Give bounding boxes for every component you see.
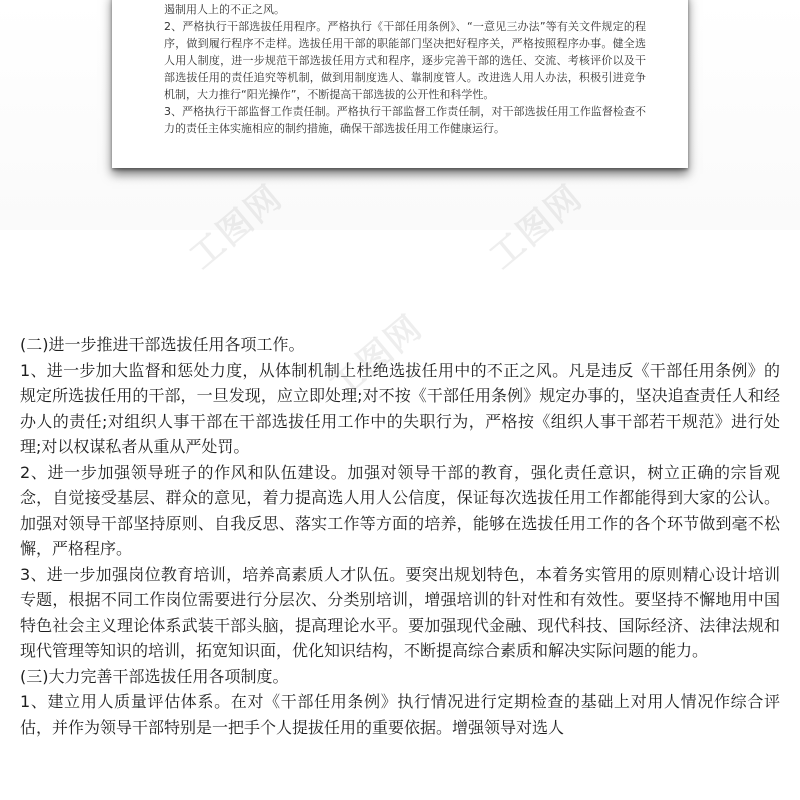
main-document-body	[20, 332, 780, 740]
paragraph-3: 3、进一步加强岗位教育培训，培养高素质人才队伍。要突出规划特色，本着务实管用的原则精心设计培训专题，根据不同工作岗位需要进行分层次、分类别培训，增强培训的针对性和有效性。要坚持不懈地用中国特色社会主义理论体系武装干部头脑，提高理论水平。要加强现代金融、现代科技、国际经济、法律法规和现代管理等知识的培训，拓宽知识面，优化知识结构，不断提高综合素质和解决实际问题的能力。	[20, 564, 780, 660]
document-page-card	[112, 0, 688, 168]
paragraph-2: 2、进一步加强领导班子的作风和队伍建设。加强对领导干部的教育，强化责任意识，树立正确的宗旨观念，自觉接受基层、群众的意见，着力提高选人用人公信度，保证每次选拔任用工作都能得到大家的公认。加强对领导干部坚持原则、自我反思、落实工作等方面的培养，能够在选拔任用工作的各个环节做到毫不松懈，严格程序。	[20, 462, 780, 558]
paragraph-4: 1、建立用人质量评估体系。在对《干部任用条例》执行情况进行定期检查的基础上对用人情况作综合评估，并作为领导干部特别是一把手个人提拔任用的重要依据。增强领导对选人	[20, 692, 780, 737]
card-line: 遏制用人上的不正之风。	[164, 3, 285, 16]
card-paragraph-3: 3、严格执行干部监督工作责任制。严格执行干部监督工作责任制，对干部选拔任用工作监督检查不力的责任主体实施相应的制约措施，确保干部选拔任用工作健康运行。	[164, 105, 646, 135]
card-clipped-line	[164, 0, 646, 1]
section-heading-2: (二)进一步推进干部选拔任用各项工作。	[20, 335, 305, 354]
watermark: 工图网	[322, 307, 431, 408]
paragraph-1: 1、进一步加大监督和惩处力度，从体制机制上杜绝选拔任用中的不正之风。凡是违反《干部任用条例》的规定所选拔任用的干部，一旦发现，应立即处理;对不按《干部任用条例》规定办事的，坚决追查责任人和经办人的责任;对组织人事干部在干部选拔任用工作中的失职行为，严格按《组织人事干部若干规范》进行处理;对以权谋私者从重从严处罚。	[20, 360, 780, 456]
section-heading-3: (三)大力完善干部选拔任用各项制度。	[20, 666, 289, 686]
document-page-text	[164, 0, 646, 137]
card-paragraph-2: 2、严格执行干部选拔任用程序。严格执行《干部任用条例》、“一意见三办法”等有关文件规定的程序，做到履行程序不走样。选拔任用干部的职能部门坚决把好程序关，严格按照程序办事。健全选人用人制度，进一步规范干部选拔任用方式和程序，逐步完善干部的选任、交流、考核评价以及干部选拔任用的责任追究等机制，做到用制度选人、靠制度管人。改进选人用人办法，积极引进竞争机制，大力推行“阳光操作”，不断提高干部选拔的公开性和科学性。	[164, 20, 646, 101]
document-preview-area	[0, 0, 800, 230]
